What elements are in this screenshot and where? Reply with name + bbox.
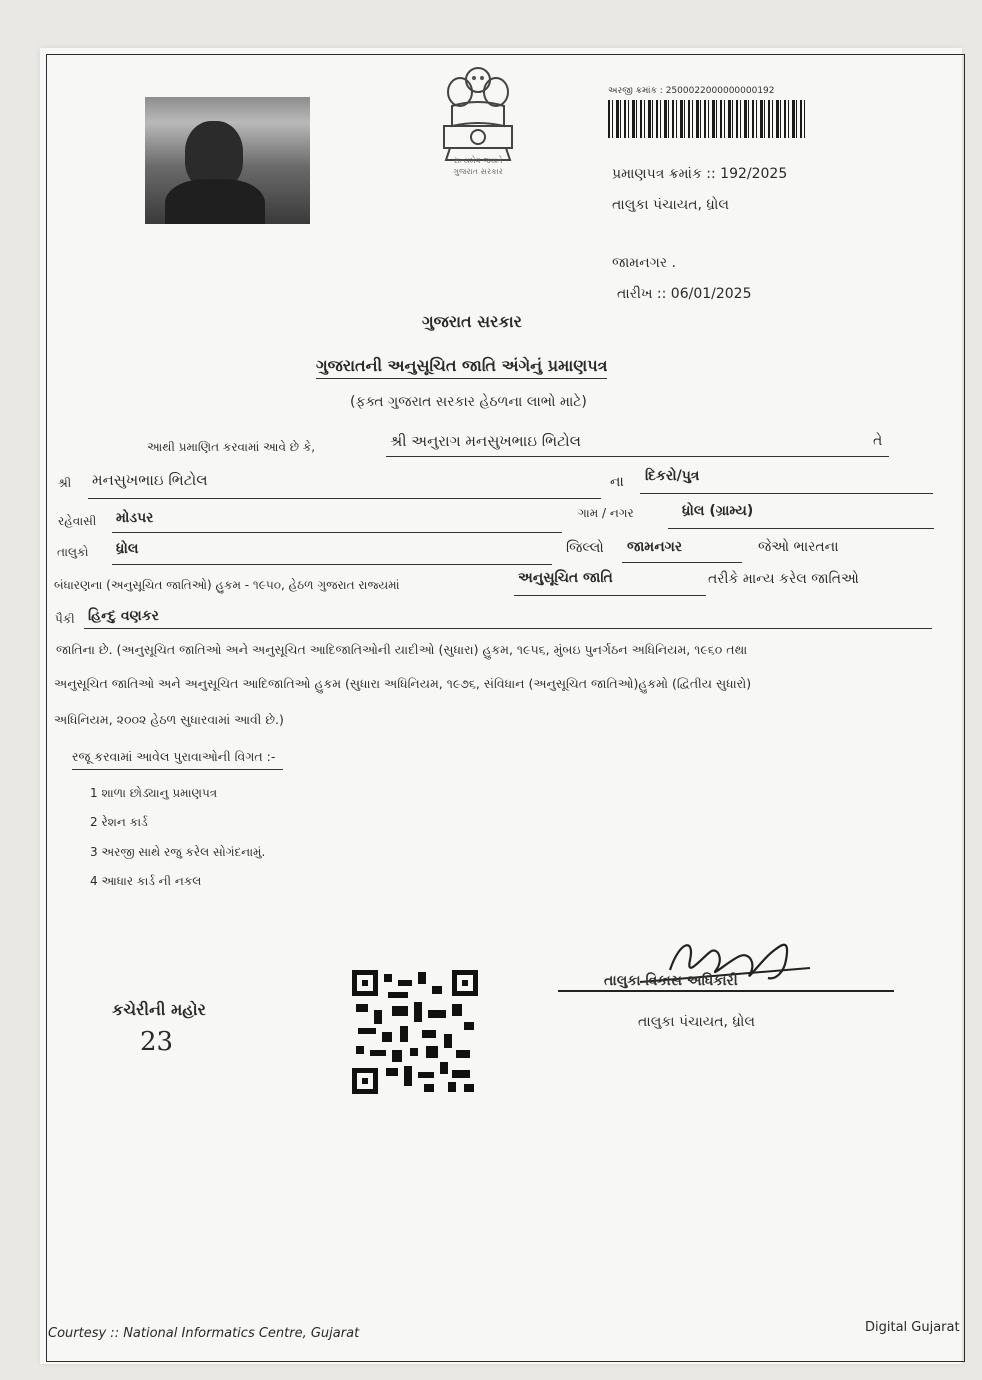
- certificate-border: [46, 54, 965, 1362]
- india-text: જેઓ ભારતના: [758, 539, 839, 555]
- signatory-designation: તાલુકા વિકાસ અધિકારી: [604, 973, 738, 989]
- district-value: જામનગર: [627, 539, 683, 555]
- father-name: મનસુખભાઇ ભિટોલ: [92, 471, 208, 489]
- evidence-item: 3 અરજી સાથે રજુ કરેલ સોગંદનામું.: [90, 845, 266, 859]
- suffix-te: તે: [873, 433, 883, 449]
- relation: દિકરો/પુત્ર: [645, 468, 700, 484]
- evidence-item: 1 શાળા છોડ્યાનુ પ્રમાણપત્ર: [90, 786, 218, 800]
- certify-prefix: આથી પ્રમાણિત કરવામાં આવે છે કે,: [147, 440, 316, 454]
- applicant-name-line: [386, 456, 889, 457]
- caste-value: હિન્દુ વણકર: [88, 608, 159, 624]
- category-value: અનુસૂચિત જાતિ: [518, 570, 613, 586]
- government-title: ગુજરાત સરકાર: [422, 312, 522, 331]
- resident-line: [112, 532, 562, 533]
- taluka-value: ધ્રોલ: [116, 541, 139, 557]
- na-label: ના: [610, 474, 624, 490]
- taluka-line: [112, 564, 552, 565]
- certificate-title: ગુજરાતની અનુસૂચિત જાતિ અંગેનું પ્રમાણપત્ર: [316, 356, 607, 379]
- certificate-number: પ્રમાણપત્ર ક્રમાંક :: 192/2025: [612, 166, 788, 182]
- district-header: જામનગર .: [612, 255, 676, 271]
- issue-date: તારીખ :: 06/01/2025: [617, 286, 752, 302]
- footer-digital-gujarat: Digital Gujarat: [865, 1320, 960, 1335]
- application-number: અરજી ક્રમાંક : 2500022000000000192: [608, 86, 775, 96]
- footer-courtesy: Courtesy :: National Informatics Centre, Gujarat: [48, 1326, 360, 1341]
- evidence-item: 2 રેશન કાર્ડ: [90, 815, 148, 829]
- resident-label: રહેવાસી: [58, 514, 97, 528]
- caste-line: [84, 628, 932, 629]
- resident-value: મોડપર: [116, 510, 154, 526]
- issuing-office: તાલુકા પંચાયત, ધ્રોલ: [612, 197, 729, 213]
- certificate-subtitle: (ફક્ત ગુજરાત સરકાર હેઠળના લાભો માટે): [350, 394, 587, 410]
- barcode: [608, 100, 808, 138]
- district-line: [622, 562, 742, 563]
- emblem-caption-1: સત્યમેવ જયતે: [453, 156, 503, 165]
- signatory-office: તાલુકા પંચાયત, ધ્રોલ: [638, 1014, 755, 1030]
- applicant-name: શ્રી અનુરાગ મનસુખભાઇ ભિટોલ: [390, 432, 581, 450]
- legal-para-line-3: અધિનિયમ, ૨૦૦૨ હેઠળ સુધારવામાં આવી છે.): [54, 712, 284, 727]
- father-name-line: [88, 498, 601, 499]
- caste-prefix: પૈકી: [55, 612, 75, 626]
- taluka-label: તાલુકો: [57, 545, 89, 559]
- applicant-photo: [145, 97, 310, 224]
- legal-para-line-1: જાતિના છે. (અનુસૂચિત જાતિઓ અને અનુસૂચિત આદિજાતિઓની યાદીઓ (સુધારા) હુકમ, ૧૯૫૬, મુંબઇ પુનર્ગઠન અધિનિયમ, ૧૯૬૦ તથા: [56, 642, 748, 657]
- district-label: જિલ્લો: [566, 540, 604, 556]
- office-seal-label: કચેરીની મહોર: [112, 1000, 206, 1019]
- village-label: ગામ / નગર: [578, 506, 634, 520]
- emblem-caption-2: ગુજરાત સરકાર: [453, 167, 503, 176]
- recognized-text: તરીકે માન્ય કરેલ જાતિઓ: [708, 571, 859, 587]
- order-text: બંધારણના (અનુસૂચિત જાતિઓ) હુકમ - ૧૯૫૦, હેઠળ ગુજરાત રાજ્યમાં: [54, 578, 400, 592]
- village-value: ધ્રોલ (ગ્રામ્ય): [682, 503, 754, 519]
- evidence-heading: રજૂ કરવામાં આવેલ પુરાવાઓની વિગત :-: [72, 749, 283, 770]
- relation-line: [640, 493, 933, 494]
- category-line: [514, 595, 706, 596]
- shri-label: શ્રી: [58, 476, 72, 490]
- village-line: [668, 528, 934, 529]
- signature-line: [558, 990, 894, 992]
- evidence-item: 4 આધાર કાર્ડ ની નકલ: [90, 874, 202, 888]
- qr-code: [352, 970, 478, 1094]
- seal-number: 23: [140, 1027, 174, 1057]
- legal-para-line-2: અનુસૂચિત જાતિઓ અને અનુસૂચિત આદિજાતિઓ હુકમ (સુધારા અધિનિયમ, ૧૯૭૬, સંવિધાન (અનુસૂચિત જાતિઓ)હુકમો (દ્વિતીય સુધારો): [54, 676, 752, 691]
